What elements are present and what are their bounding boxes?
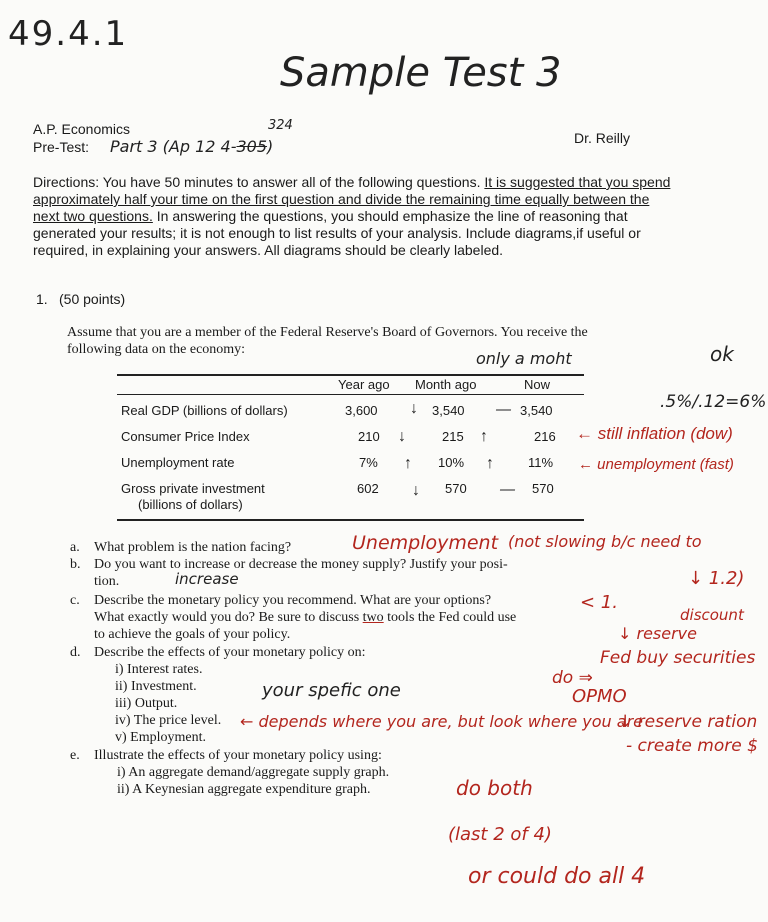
answer-paren-12: ↓ 1.2) bbox=[688, 568, 745, 589]
part-b-text-1: Do you want to increase or decrease the money supply? Justify your posi- bbox=[94, 557, 508, 572]
directions bbox=[33, 174, 673, 259]
col-header-now: Now bbox=[524, 377, 551, 392]
note-ok: ok bbox=[710, 342, 734, 366]
part-d-item-2: ii) Investment. bbox=[115, 679, 197, 694]
cpi-year-ago: 210 bbox=[358, 429, 380, 444]
part-e-item-2: ii) A Keynesian aggregate expenditure graph. bbox=[117, 782, 371, 797]
gdp-mark-1: ↓ bbox=[410, 400, 418, 417]
struck-pages: 305 bbox=[236, 137, 268, 156]
answer-options: < 1. bbox=[580, 592, 618, 613]
answer-discount: discount bbox=[680, 606, 744, 624]
cpi-month-ago: 215 bbox=[442, 429, 464, 444]
handwritten-title: Sample Test 3 bbox=[280, 50, 562, 96]
course-title: A.P. Economics bbox=[33, 121, 131, 137]
question-number: 1. bbox=[36, 291, 48, 307]
inv-now: 570 bbox=[532, 481, 554, 496]
col-header-year-ago: Year ago bbox=[338, 377, 390, 392]
unemp-year-ago: 7% bbox=[359, 455, 378, 470]
gdp-year-ago: 3,600 bbox=[345, 403, 378, 418]
inv-year-ago: 602 bbox=[357, 481, 379, 496]
question-intro: Assume that you are a member of the Federal Reserve's Board of Governors. You receive the following data on the economy: bbox=[67, 325, 588, 357]
part-c-text-2 bbox=[94, 610, 516, 626]
unemp-mark-2: ↑ bbox=[486, 455, 494, 472]
part-c-text-1: Describe the monetary policy you recommend. What are your options? bbox=[94, 593, 492, 608]
part-e-letter: e. bbox=[70, 748, 80, 763]
part-close: ) bbox=[267, 137, 274, 156]
answer-or-could: or could do all 4 bbox=[468, 864, 646, 889]
cpi-now: 216 bbox=[534, 429, 556, 444]
answer-reserve: ↓ reserve bbox=[618, 624, 697, 643]
answer-do-arrow: do ⇒ bbox=[552, 668, 593, 688]
inv-month-ago: 570 bbox=[445, 481, 467, 496]
gdp-month-ago: 3,540 bbox=[432, 403, 465, 418]
unemp-now: 11% bbox=[528, 455, 554, 470]
row-label-investment: Gross private investment bbox=[121, 481, 265, 496]
part-d-letter: d. bbox=[70, 645, 81, 660]
answer-create-money: - create more $ bbox=[626, 736, 758, 756]
part-d-item-4: iv) The price level. bbox=[115, 713, 222, 728]
table-top-rule bbox=[117, 374, 584, 376]
part-text: Part 3 (Ap 12 4- bbox=[110, 137, 237, 156]
col-header-month-ago: Month ago bbox=[415, 377, 477, 392]
part-e-item-1: i) An aggregate demand/aggregate supply graph. bbox=[117, 765, 390, 780]
unemp-month-ago: 10% bbox=[438, 455, 465, 470]
part-c-text-2c: tools the Fed could use bbox=[383, 610, 517, 625]
part-b-text-2: tion. bbox=[94, 574, 120, 589]
directions-text-2: In answering the questions, you should emphasize the line of reasoning that generated your results; it is not enough to list results of your analysis. Include diagrams,if useful or required, in explaining your answers. All diagrams should be clearly labeled. bbox=[33, 208, 641, 258]
teacher-name: Dr. Reilly bbox=[574, 130, 631, 146]
gdp-now: 3,540 bbox=[520, 403, 553, 418]
part-c-text-3: to achieve the goals of your policy. bbox=[94, 627, 291, 642]
part-a-letter: a. bbox=[70, 540, 80, 555]
answer-reserve-ratio: ↓ reserve ration bbox=[618, 712, 758, 732]
handwritten-page-number: 49.4.1 bbox=[8, 14, 129, 54]
note-unemployment-fast: ← unemployment (fast) bbox=[578, 456, 734, 473]
gdp-mark-2: — bbox=[496, 401, 511, 418]
row-label-investment-2: (billions of dollars) bbox=[138, 497, 243, 512]
table-bottom-rule bbox=[117, 519, 584, 521]
answer-increase: increase bbox=[175, 570, 239, 588]
part-d-text: Describe the effects of your monetary policy on: bbox=[94, 645, 366, 660]
table-header-rule bbox=[117, 394, 584, 395]
directions-text-1: Directions: You have 50 minutes to answer all of the following questions. bbox=[33, 174, 485, 190]
unemp-mark-1: ↑ bbox=[404, 455, 412, 472]
part-b-letter: b. bbox=[70, 557, 81, 572]
row-label-cpi: Consumer Price Index bbox=[121, 429, 250, 444]
note-still-inflation: ← still inflation (dow) bbox=[576, 424, 733, 443]
note-ratio: .5%/.12=6% bbox=[660, 392, 767, 412]
answer-depends: ← depends where you are, but look where you are bbox=[240, 712, 643, 731]
part-c-two: two bbox=[362, 610, 384, 625]
part-a-text: What problem is the nation facing? bbox=[94, 540, 292, 555]
directions-underlined: It is suggested that you spend approximately half your time on the first question and divide the remaining time equally between the next two questions. bbox=[33, 174, 671, 224]
answer-not-slowing: (not slowing b/c need to bbox=[508, 532, 702, 551]
answer-unemployment: Unemployment bbox=[352, 532, 499, 554]
part-c-text-2a: What exactly would you do? Be sure to discuss bbox=[94, 610, 363, 625]
handwritten-page-range: 324 bbox=[268, 118, 293, 133]
note-only-a-month: only a moht bbox=[476, 349, 572, 368]
inv-mark-1: ↓ bbox=[412, 482, 420, 499]
part-d-item-3: iii) Output. bbox=[115, 696, 178, 711]
pretest-label: Pre-Test: bbox=[33, 139, 90, 155]
answer-do-both: do both bbox=[456, 776, 533, 800]
part-d-item-1: i) Interest rates. bbox=[115, 662, 203, 677]
answer-last-2: (last 2 of 4) bbox=[448, 824, 552, 845]
part-d-item-5: v) Employment. bbox=[115, 730, 206, 745]
question-points: (50 points) bbox=[59, 291, 126, 307]
row-label-gdp: Real GDP (billions of dollars) bbox=[121, 403, 288, 418]
part-c-letter: c. bbox=[70, 593, 80, 608]
cpi-mark-1: ↓ bbox=[398, 428, 406, 445]
handwritten-part bbox=[110, 137, 273, 156]
answer-fed-buy: Fed buy securities bbox=[600, 648, 756, 668]
answer-your-specific: your spefic one bbox=[262, 680, 401, 701]
cpi-mark-2: ↑ bbox=[480, 428, 488, 445]
row-label-unemployment: Unemployment rate bbox=[121, 455, 235, 470]
part-e-text: Illustrate the effects of your monetary policy using: bbox=[94, 748, 382, 763]
answer-opmo: OPMO bbox=[572, 686, 627, 707]
inv-mark-2: — bbox=[500, 481, 515, 498]
